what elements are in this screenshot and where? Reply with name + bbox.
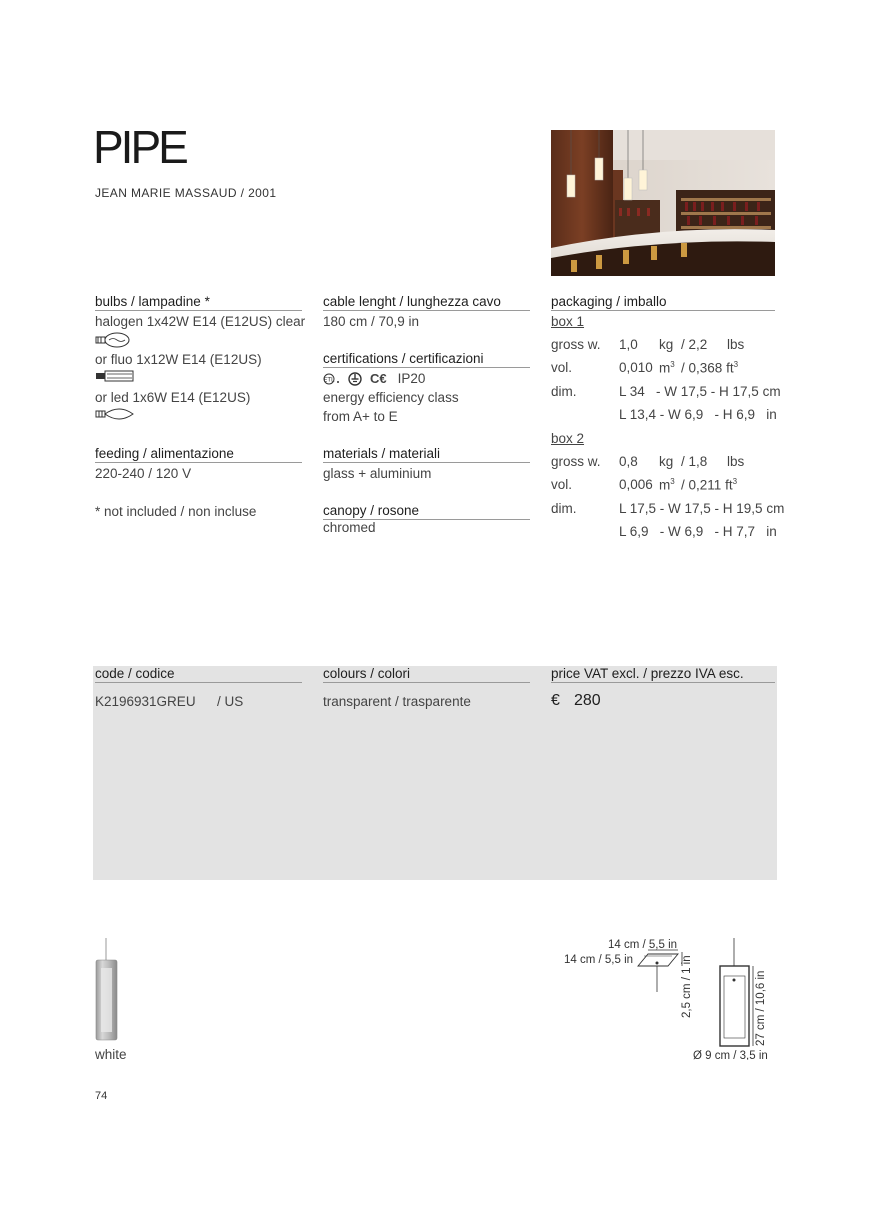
box1-m3-sup: 3: [670, 360, 675, 369]
variant-label: white: [95, 1047, 127, 1062]
lamp-body-outline: [720, 966, 749, 1046]
colours-heading: colours / colori: [323, 666, 530, 683]
box1-m3-unit: [659, 360, 675, 376]
canopy-center-mark: [656, 962, 659, 965]
interior-scene-image: [551, 130, 775, 276]
box2-kg: 0,8: [619, 454, 638, 469]
lamp-height-label: 27 cm / 10,6 in: [755, 970, 767, 1046]
product-code-us: / US: [217, 694, 244, 709]
svg-text:ETL: ETL: [323, 376, 335, 384]
box2-dim-in: L 6,9 - W 6,9 - H 7,7 in: [619, 524, 777, 539]
box2-kg-unit: kg: [659, 454, 674, 469]
certification-marks: [323, 371, 425, 387]
pendant-lamp-icon: [92, 938, 132, 1048]
price-value: 280: [574, 692, 601, 709]
ground-mark-icon: [348, 372, 362, 386]
box2-gross-label: gross w.: [551, 454, 601, 469]
materials-value: glass + aluminium: [323, 466, 432, 481]
box2-ft3-value: / 0,211: [681, 477, 722, 493]
canopy-width-label-1: 14 cm / 5,5 in: [608, 939, 678, 951]
box1-ft3-sup: 3: [733, 360, 739, 369]
code-heading: code / codice: [95, 666, 302, 683]
box1-dim-in: L 13,4 - W 6,9 - H 6,9 in: [619, 407, 777, 422]
product-photo: [551, 130, 775, 276]
feeding-heading: feeding / alimentazione: [95, 446, 302, 463]
halogen-bulb-icon: [95, 332, 131, 353]
box1-dim-label: dim.: [551, 384, 577, 399]
box1-gross-label: gross w.: [551, 337, 601, 352]
box2-ft3: [681, 477, 737, 493]
box2-lbs-unit: lbs: [727, 454, 745, 469]
box1-ft3-unit: ft: [726, 360, 734, 376]
box2-m3-unit-text: m: [659, 477, 671, 493]
packaging-heading: packaging / imballo: [551, 294, 775, 311]
lamp-diameter-label: Ø 9 cm / 3,5 in: [693, 1050, 768, 1060]
price-currency: €: [551, 692, 560, 709]
led-bulb-icon: [95, 406, 135, 427]
box2-m3: 0,006: [619, 477, 653, 492]
price-heading: price VAT excl. / prezzo IVA esc.: [551, 666, 775, 683]
box2-ft3-sup: 3: [732, 477, 738, 486]
bulbs-heading: bulbs / lampadine *: [95, 294, 302, 311]
energy-class-line2: from A+ to E: [323, 409, 398, 424]
fluo-bulb-icon: [95, 369, 135, 388]
energy-class-line1: energy efficiency class: [323, 390, 459, 405]
box1-lbs-unit: lbs: [727, 337, 745, 352]
box2-m3-sup: 3: [670, 477, 675, 486]
designer-line: JEAN MARIE MASSAUD / 2001: [95, 186, 277, 200]
box1-vol-label: vol.: [551, 360, 573, 375]
box1-kg-unit: kg: [659, 337, 674, 352]
box1-dim-cm: L 34 - W 17,5 - H 17,5 cm: [619, 384, 781, 399]
box2-dim-label: dim.: [551, 501, 577, 516]
lamp-socket-mark: [733, 979, 736, 982]
lamp-inner-diffuser: [724, 976, 745, 1038]
lamp-thumbnail: [92, 938, 132, 1053]
box2-m3-unit: [659, 477, 675, 493]
etl-mark-icon: [323, 373, 341, 385]
cable-value: 180 cm / 70,9 in: [323, 314, 420, 329]
ip-rating: IP20: [397, 371, 426, 386]
ce-mark: C€: [370, 371, 387, 386]
cable-heading: cable lenght / lunghezza cavo: [323, 294, 530, 311]
box2-dim-cm: L 17,5 - W 17,5 - H 19,5 cm: [619, 501, 785, 516]
box1-lbs: / 2,2: [681, 337, 708, 352]
product-title: PIPE: [93, 121, 186, 173]
box1-ft3: [681, 360, 738, 376]
box2-vol-label: vol.: [551, 477, 573, 492]
canopy-width-label-2: 14 cm / 5,5 in: [564, 954, 634, 966]
product-code: K2196931GREU: [95, 694, 196, 709]
box1-ft3-value: / 0,368: [681, 360, 723, 376]
bulbs-fluo: or fluo 1x12W E14 (E12US): [95, 352, 262, 367]
not-included-note: * not included / non incluse: [95, 504, 257, 519]
box1-m3-unit-text: m: [659, 360, 671, 376]
box2-ft3-unit: ft: [725, 477, 733, 493]
canopy-value: chromed: [323, 520, 376, 535]
feeding-value: 220-240 / 120 V: [95, 466, 192, 481]
box1-kg: 1,0: [619, 337, 638, 352]
certifications-heading: certifications / certificazioni: [323, 351, 530, 368]
box1-label: box 1: [551, 314, 585, 329]
page-number: 74: [95, 1090, 108, 1102]
colour-value: transparent / trasparente: [323, 694, 471, 709]
box1-m3: 0,010: [619, 360, 653, 375]
dimension-drawing: [560, 930, 780, 1060]
box2-lbs: / 1,8: [681, 454, 708, 469]
box2-label: box 2: [551, 431, 585, 446]
bulbs-led: or led 1x6W E14 (E12US): [95, 390, 251, 405]
bulbs-halogen: halogen 1x42W E14 (E12US) clear: [95, 314, 306, 329]
canopy-heading: canopy / rosone: [323, 503, 530, 520]
materials-heading: materials / materiali: [323, 446, 530, 463]
canopy-height-label: 2,5 cm / 1 in: [681, 955, 693, 1018]
